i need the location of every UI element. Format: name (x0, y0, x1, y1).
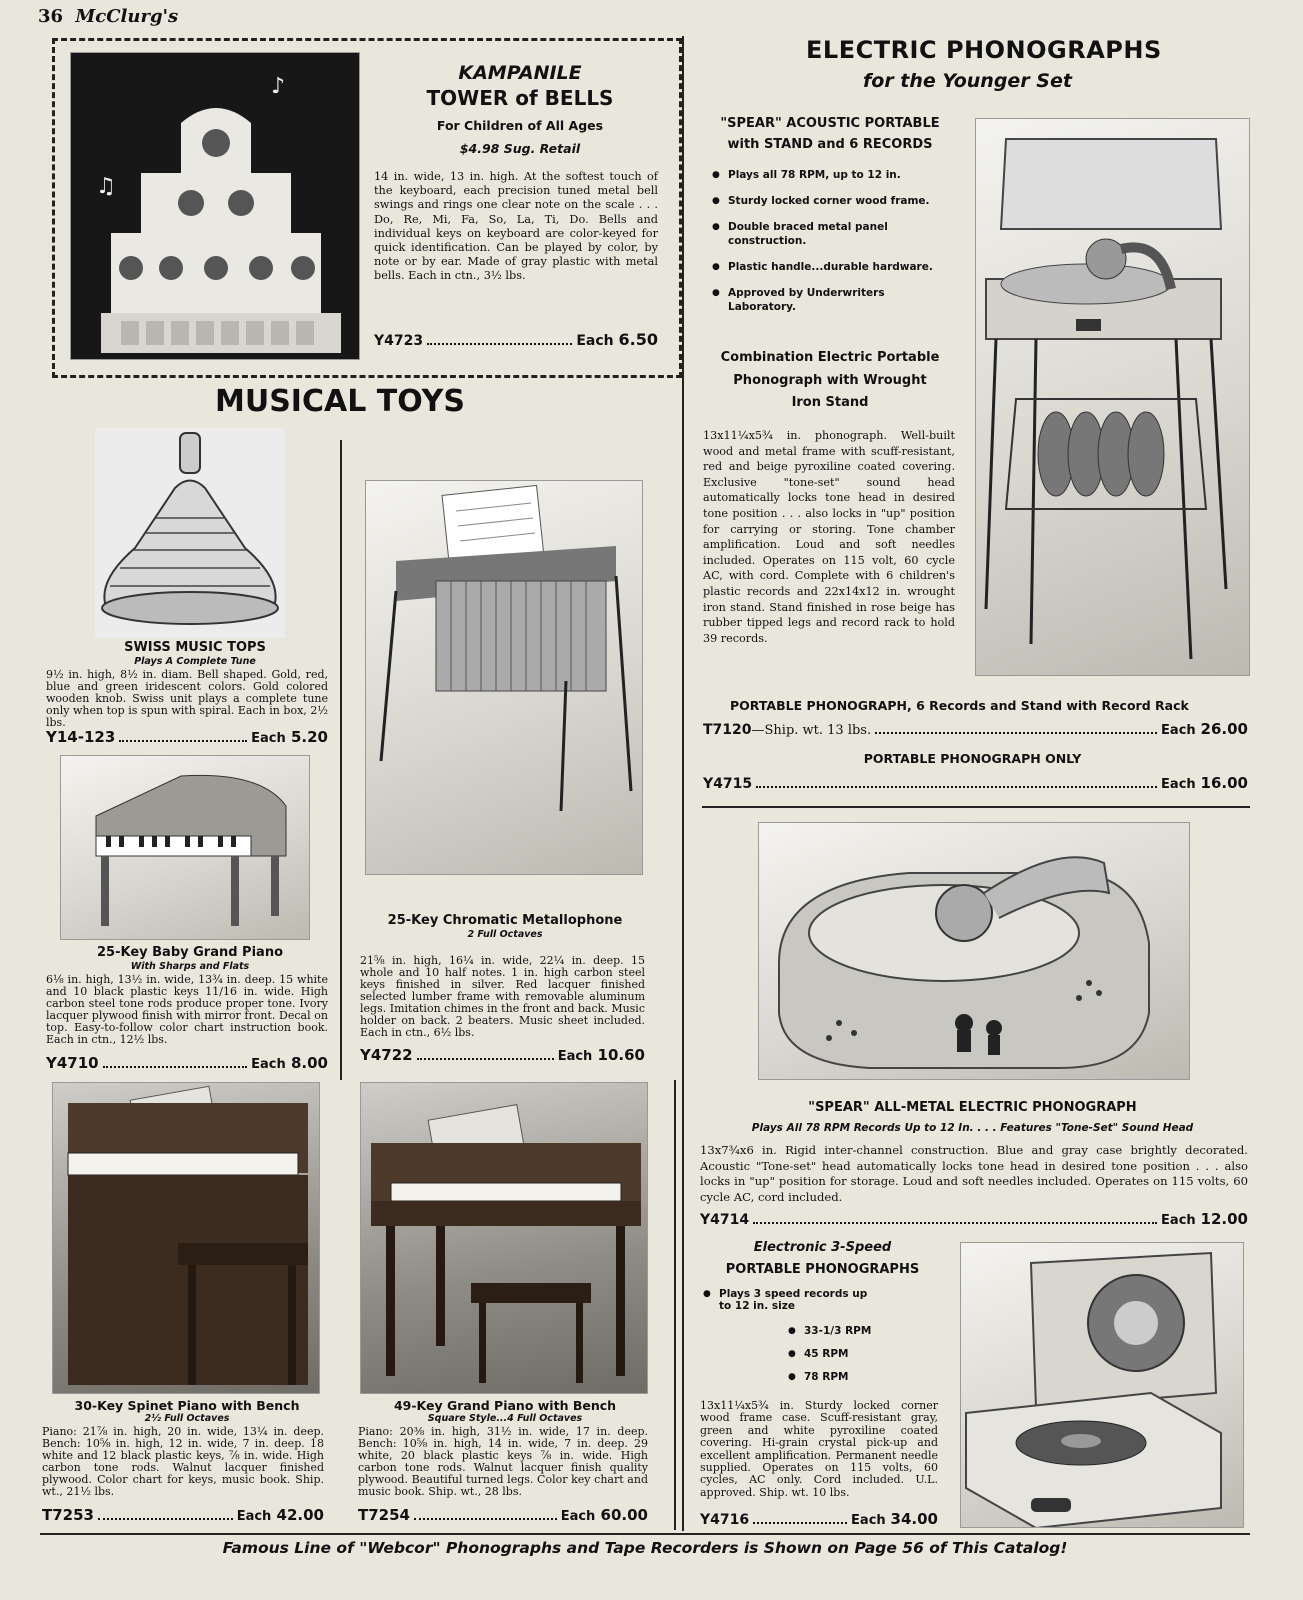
grand-piano-title: 49-Key Grand Piano with Bench (393, 1398, 617, 1413)
combo-title-2: Phonograph with Wrought (733, 373, 927, 388)
electronic-title-2: PORTABLE PHONOGRAPHS (725, 1262, 920, 1277)
combo-title-3: Iron Stand (791, 395, 869, 410)
spear-bullet: ● Approved by Underwriters Laboratory. (712, 286, 912, 314)
all-metal-price-label: Each (1161, 1213, 1196, 1228)
toy-column-divider (340, 440, 342, 1080)
piano-column-divider (674, 1080, 676, 1530)
footer-text: Famous Line of "Webcor" Phonographs and Tape Recorders is Shown on Page 56 of This Catalog! (222, 1539, 1068, 1557)
electronic-price-label: Each (851, 1513, 886, 1528)
electronic-sku: Y4716 (700, 1512, 750, 1528)
spear-title-2: with STAND and 6 RECORDS (727, 137, 933, 152)
stand-price-line (703, 720, 1248, 738)
page-number: 36 (38, 6, 64, 27)
metallophone-title: 25-Key Chromatic Metallophone (387, 913, 623, 928)
spinet-price-line (42, 1506, 324, 1524)
speed-item: ● 78 RPM (788, 1370, 928, 1384)
swiss-top-sku: Y14-123 (46, 728, 116, 746)
all-metal-subtitle: Plays All 78 RPM Records Up to 12 In. . . . Features "Tone-Set" Sound Head (751, 1122, 1194, 1134)
baby-grand-photo (60, 755, 310, 940)
all-metal-price-line (700, 1210, 1248, 1228)
grand-piano-photo (360, 1082, 648, 1394)
baby-grand-price-label: Each (251, 1057, 286, 1072)
kampanile-description: 14 in. wide, 13 in. high. At the softest touch of the keyboard, each precision tuned metal bell swings and rings one clear note on the scale . . . Do, Re, Mi, Fa, So, La, Ti, Do. Bells and individual keys on keyboard are color-keyed for quick identification. Can be played by color, by note or by ear. Made of gray plastic with metal bells. Each in ctn., 3½ lbs. (374, 170, 658, 283)
metallophone-illustration (366, 481, 643, 875)
grand-piano-price-line (358, 1506, 648, 1524)
grand-piano-sku: T7254 (358, 1506, 410, 1524)
swiss-top-price-label: Each (251, 731, 286, 746)
phonograph-stand-photo (975, 118, 1250, 676)
all-metal-description: 13x7¾x6 in. Rigid inter-channel construction. Blue and gray case brightly decorated. Acoustic "Tone-set" head automatically locks tone head in desired tone position . . . also locks in "up" position for storage. Loud and soft needles included. Operates on 115 volts, 60 cycle AC, cord included. (700, 1143, 1248, 1204)
kampanile-sku: Y4723 (374, 333, 424, 349)
phonographs-heading: ELECTRIC PHONOGRAPHS (806, 36, 1162, 64)
swiss-top-price-line (46, 728, 328, 746)
svg-text:♪: ♪ (271, 74, 286, 99)
baby-grand-title: 25-Key Baby Grand Piano (96, 945, 284, 960)
kampanile-price: 6.50 (618, 330, 658, 349)
spinet-piano-illustration (53, 1083, 320, 1394)
baby-grand-price: 8.00 (290, 1054, 328, 1072)
kampanile-title-2: TOWER of BELLS (426, 86, 614, 110)
metallophone-price-label: Each (557, 1049, 593, 1064)
spear-bullet: ● Plastic handle...durable hardware. (712, 260, 962, 274)
swiss-music-top-photo (95, 428, 285, 638)
electronic-bullet: ● Plays 3 speed records up to 12 in. size (703, 1288, 873, 1312)
stand-sku: T7120 (703, 722, 752, 738)
all-metal-phonograph-illustration (759, 823, 1190, 1080)
spinet-subtitle: 2½ Full Octaves (144, 1413, 230, 1424)
phonograph-only-price-line (703, 774, 1248, 792)
main-column-divider (682, 36, 684, 1531)
phonograph-only-title: PORTABLE PHONOGRAPH ONLY (863, 751, 1082, 766)
metallophone-subtitle: 2 Full Octaves (467, 929, 543, 940)
combo-title-1: Combination Electric Portable (720, 350, 940, 365)
speed-item: ● 33-1/3 RPM (788, 1324, 928, 1338)
baby-grand-price-line (46, 1054, 328, 1072)
metallophone-description: 21⅝ in. high, 16¼ in. wide, 22¼ in. deep. 15 whole and 10 half notes. 1 in. high carbon steel keys finished in silver. Red lacquer finished selected lumber frame with removable aluminum legs. Imitation chimes in the front and back. Music holder on back. 2 beaters. Music sheet included. Each in ctn., 6½ lbs. (360, 954, 645, 1039)
spinet-sku: T7253 (42, 1506, 94, 1524)
spinet-title: 30-Key Spinet Piano with Bench (74, 1398, 300, 1413)
kampanile-tower-photo (70, 52, 360, 360)
baby-grand-sku: Y4710 (46, 1054, 99, 1072)
phonograph-only-sku: Y4715 (703, 776, 753, 792)
phonograph-only-price: 16.00 (1200, 774, 1248, 792)
kampanile-subtitle: For Children of All Ages (436, 118, 604, 133)
publisher-name: McClurg's (75, 6, 179, 27)
music-top-illustration (95, 428, 285, 638)
baby-grand-subtitle: With Sharps and Flats (130, 961, 250, 972)
swiss-top-description: 9½ in. high, 8½ in. diam. Bell shaped. Gold, red, blue and green iridescent colors. Gold colored wooden knob. Swiss unit plays a complete tune only when top is spun with spiral. Each in box, 2½ lbs. (46, 668, 328, 729)
stand-title: PORTABLE PHONOGRAPH, 6 Records and Stand with Record Rack (730, 698, 1189, 713)
all-metal-phonograph-photo (758, 822, 1190, 1080)
swiss-top-title: SWISS MUSIC TOPS (124, 640, 266, 655)
spear-bullet-list (712, 168, 962, 314)
kampanile-title-1: KAMPANILE (458, 62, 582, 84)
grand-piano-illustration (361, 1083, 648, 1394)
grand-piano-subtitle: Square Style...4 Full Octaves (427, 1413, 583, 1424)
all-metal-title: "SPEAR" ALL-METAL ELECTRIC PHONOGRAPH (808, 1100, 1137, 1115)
three-speed-phonograph-photo (960, 1242, 1244, 1528)
three-speed-phonograph-illustration (961, 1243, 1244, 1528)
swiss-top-subtitle: Plays A Complete Tune (134, 656, 256, 667)
spinet-description: Piano: 21⅞ in. high, 20 in. wide, 13¼ in. deep. Bench: 10⅝ in. high, 12 in. wide, 7 in. deep. 18 white and 12 black plastic keys, ⅞ in. wide. High carbon tone rods. Walnut lacquer finished plywood. Color chart for keys, music book. Ship. wt., 21½ lbs. (42, 1425, 324, 1498)
stand-ship-weight: —Ship. wt. 13 lbs. (751, 723, 872, 738)
metallophone-price: 10.60 (597, 1046, 645, 1064)
grand-piano-description: Piano: 20⅜ in. high, 31½ in. wide, 17 in. deep. Bench: 10⅝ in. high, 14 in. wide, 7 in. deep. 29 white, 20 black plastic keys ⅞ in. wide. High carbon tone rods. Walnut lacquer finish quality plywood. Beautiful turned legs. Color key chart and music book. Ship. wt., 28 lbs. (358, 1425, 648, 1498)
electronic-price-line (700, 1510, 938, 1528)
kampanile-price-line (374, 330, 658, 349)
electronic-price: 34.00 (890, 1510, 938, 1528)
speed-item: ● 45 RPM (788, 1347, 928, 1361)
metallophone-photo (365, 480, 643, 875)
grand-piano-price: 60.00 (600, 1506, 648, 1524)
footer-rule (40, 1533, 1250, 1535)
kampanile-price-label: Each (576, 333, 614, 349)
spear-bullet: ● Double braced metal panel construction. (712, 220, 912, 248)
all-metal-price: 12.00 (1200, 1210, 1248, 1228)
stand-price-label: Each (1161, 723, 1196, 738)
spear-title-1: "SPEAR" ACOUSTIC PORTABLE (720, 116, 940, 131)
bell-tower-illustration (71, 53, 360, 360)
speed-list (788, 1324, 928, 1384)
spinet-piano-photo (52, 1082, 320, 1394)
spear-bullet: ● Plays all 78 RPM, up to 12 in. (712, 168, 962, 182)
swiss-top-price: 5.20 (290, 728, 328, 746)
phonograph-only-price-label: Each (1161, 777, 1196, 792)
stand-price: 26.00 (1200, 720, 1248, 738)
metallophone-sku: Y4722 (360, 1046, 413, 1064)
phonograph-stand-illustration (976, 119, 1250, 676)
page-header (38, 6, 178, 27)
phonograph-section-divider (702, 806, 1250, 808)
all-metal-sku: Y4714 (700, 1212, 750, 1228)
spinet-price: 42.00 (276, 1506, 324, 1524)
kampanile-retail: $4.98 Sug. Retail (459, 141, 581, 156)
grand-piano-price-label: Each (560, 1509, 596, 1524)
combo-description: 13x11¼x5¾ in. phonograph. Well-built wood and metal frame with scuff-resistant, red and beige pyroxiline coated covering. Exclusive "tone-set" sound head automatically locks tone head in desired tone position . . . also locks in "up" position for carrying or storing. Tone chamber amplification. Loud and soft needles included. Operates on 115 volt, 60 cycle AC, with cord. Complete with 6 children's plastic records and 22x14x12 in. wrought iron stand. Stand finished in rose beige has rubber tipped legs and record rack to hold 39 records. (703, 429, 955, 645)
baby-grand-illustration (61, 756, 310, 940)
baby-grand-description: 6⅛ in. high, 13½ in. wide, 13¾ in. deep. 15 white and 10 black plastic keys 11/16 in. wide. High carbon steel tone rods produce proper tone. Ivory lacquer plywood finish with mirror front. Decal on top. Easy-to-follow color chart instruction book. Each in ctn., 12½ lbs. (46, 973, 328, 1046)
svg-text:♫: ♫ (96, 174, 116, 199)
electronic-description: 13x11¼x5¾ in. Sturdy locked corner wood frame case. Scuff-resistant gray, green and white pyroxiline coated covering. Hi-grain crystal pick-up and excellent amplification. Permanent needle supplied. Operates on 115 volts, 60 cycles, AC only. Cord included. U.L. approved. Ship. wt. 10 lbs. (700, 1399, 938, 1499)
metallophone-price-line (360, 1046, 645, 1064)
musical-toys-heading: MUSICAL TOYS (214, 384, 465, 419)
spinet-price-label: Each (236, 1509, 272, 1524)
spear-bullet: ● Sturdy locked corner wood frame. (712, 194, 962, 208)
electronic-title-1: Electronic 3-Speed (753, 1240, 892, 1255)
phonographs-subheading: for the Younger Set (863, 70, 1072, 92)
